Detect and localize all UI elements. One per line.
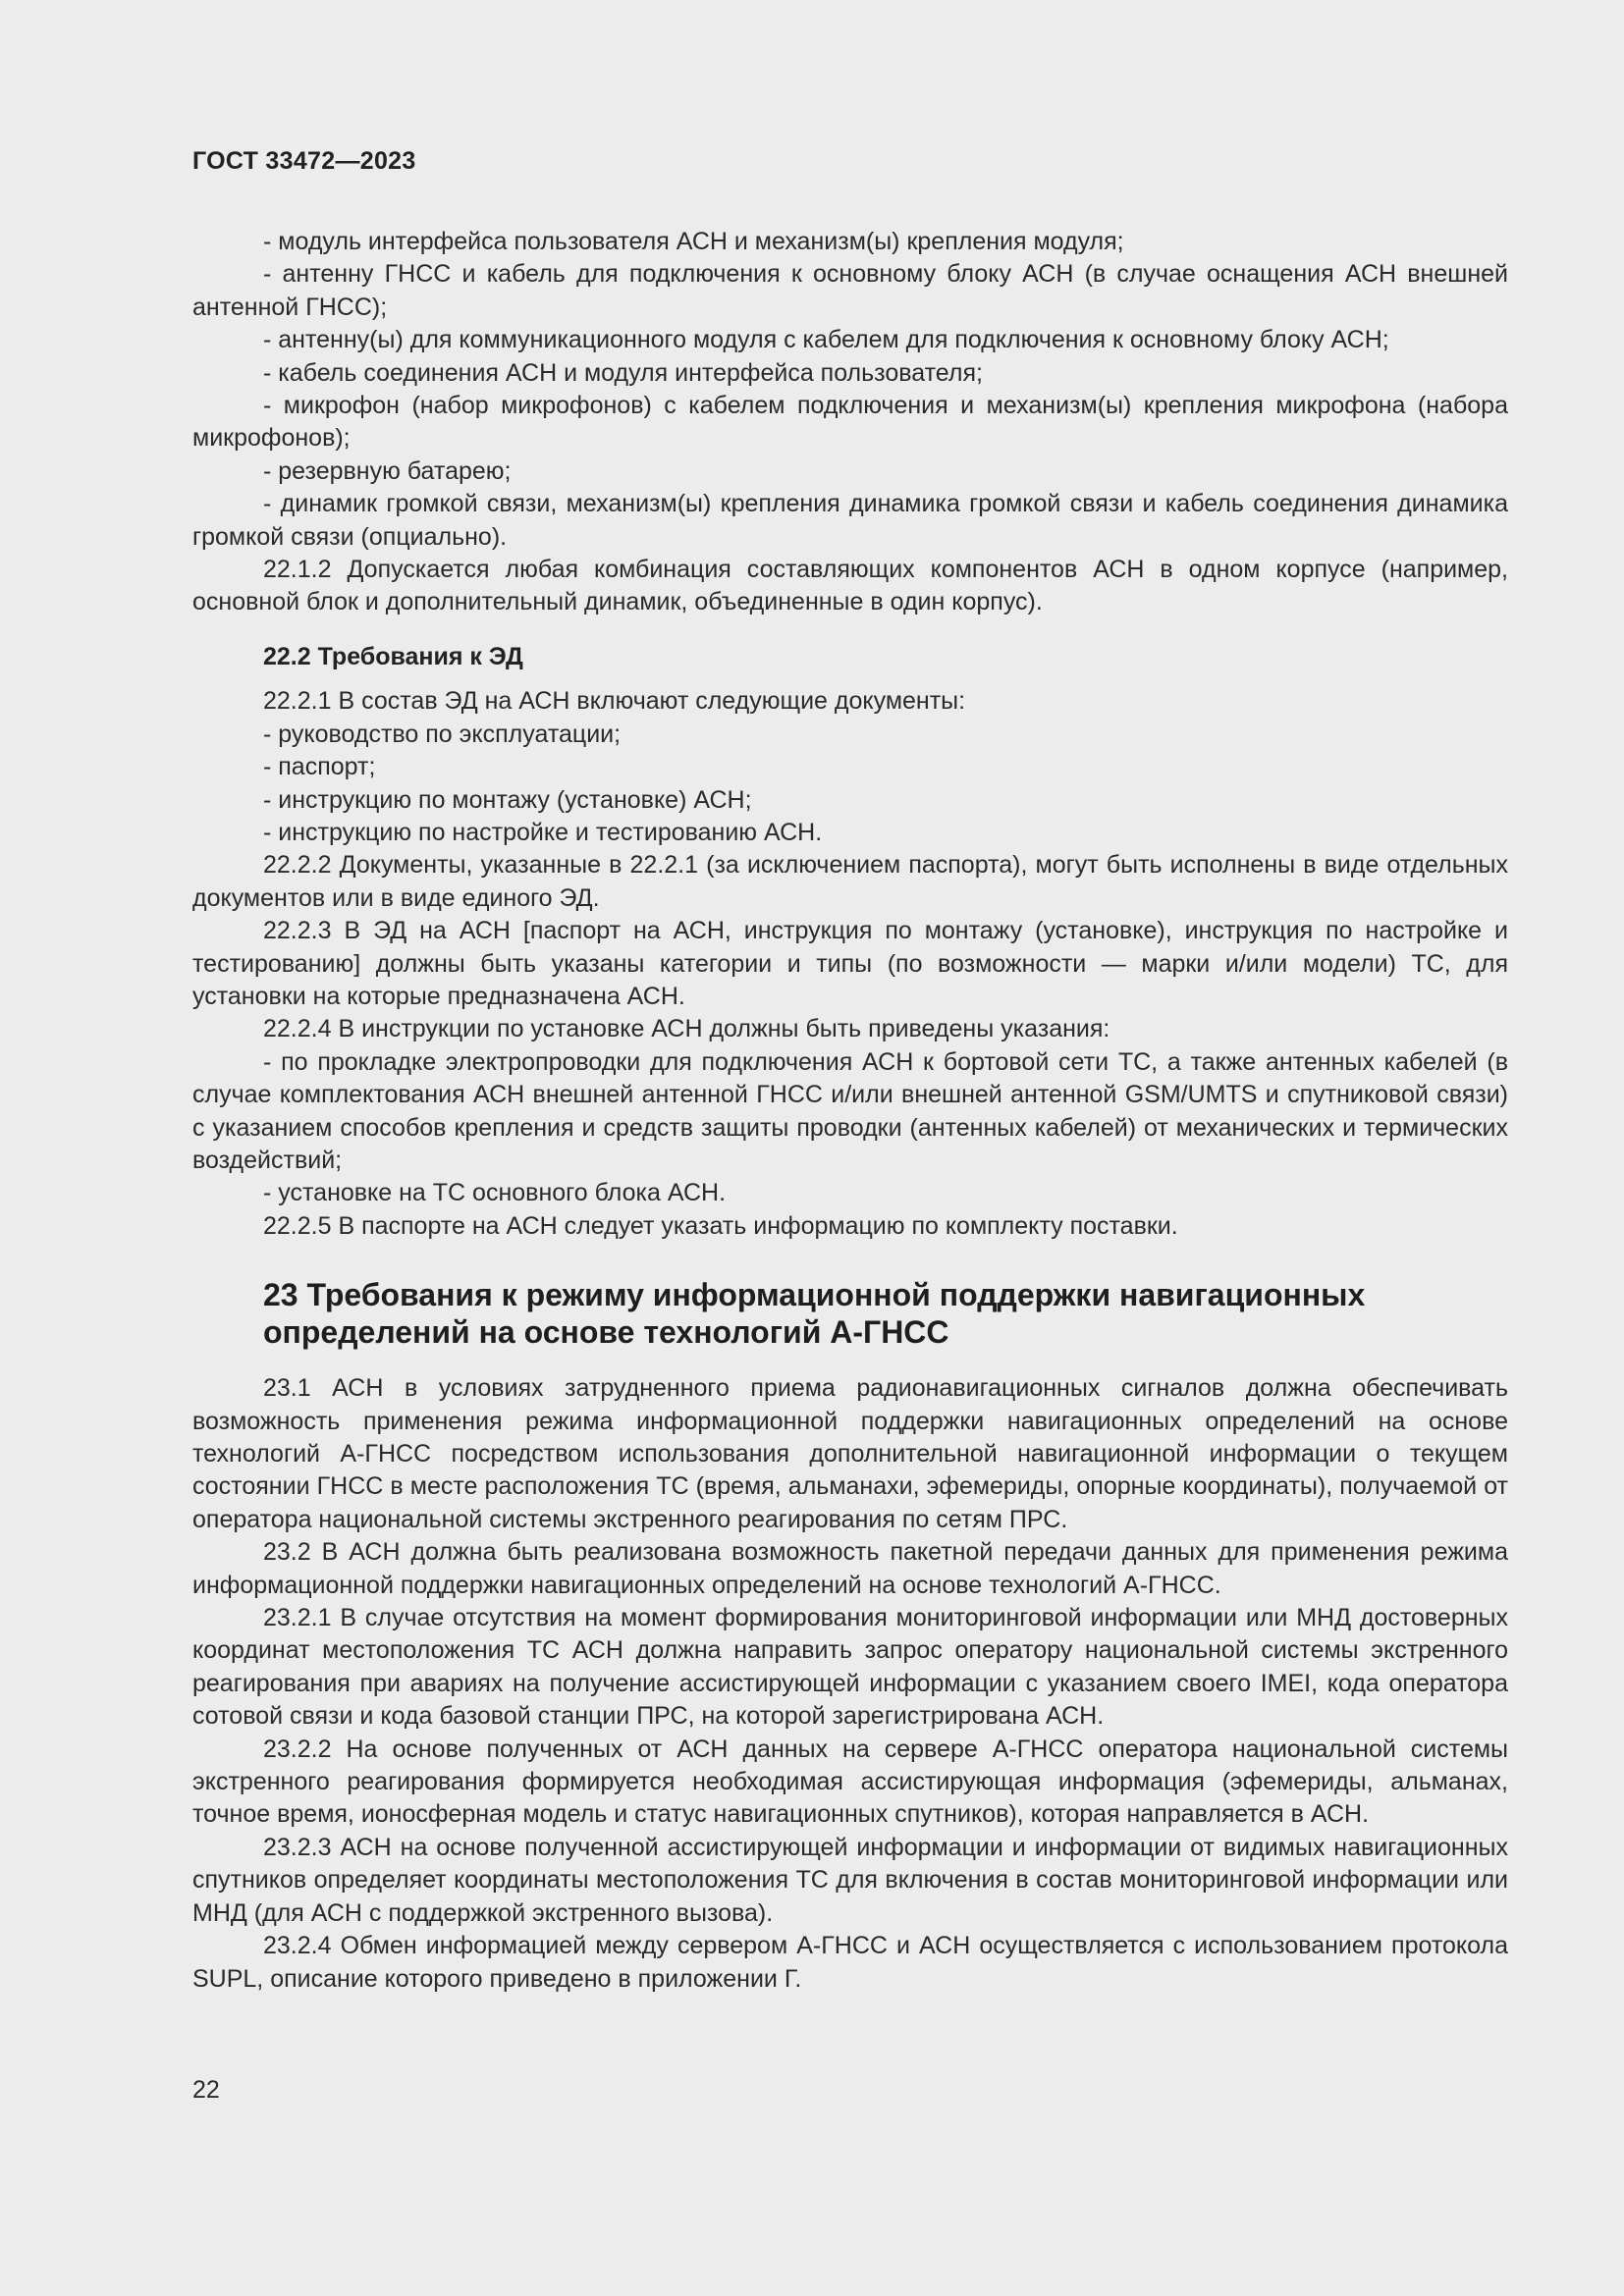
list-item: - микрофон (набор микрофонов) с кабелем подключения и механизм(ы) крепления микрофона (набора микрофонов); [192, 392, 1508, 453]
list-item: - модуль интерфейса пользователя АСН и механизм(ы) крепления модуля; [263, 228, 1124, 255]
list-item: - инструкцию по настройке и тестированию АСН. [263, 818, 823, 846]
list-item: - установке на ТС основного блока АСН. [263, 1179, 727, 1207]
paragraph-22-2-3: 22.2.3 В ЭД на АСН [паспорт на АСН, инструкция по монтажу (установке), инструкция по настройке и тестированию] должны быть указаны категории и типы (по возможности — марки и/или модели) ТС, для установки на которые предназначена АСН. [192, 917, 1508, 1010]
paragraph-23-2: 23.2 В АСН должна быть реализована возможность пакетной передачи данных для применения режима информационной поддержки навигационных определений на основе технологий А-ГНСС. [192, 1538, 1508, 1599]
list-item: - по прокладке электропроводки для подключения АСН к бортовой сети ТС, а также антенных кабелей (в случае комплектования АСН внешней антенной ГНСС и/или внешней антенной GSM/UMTS и спутниковой связи) с указанием способов крепления и средств защиты проводки (антенных кабелей) от механических и термических воздействий; [192, 1047, 1508, 1174]
paragraph-23-2-2: 23.2.2 На основе полученных от АСН данных на сервере А-ГНСС оператора национальной системы экстренного реагирования формируется необходимая ассистирующая информация (эфемериды, альманах, точное время, ионосферная модель и статус навигационных спутников), которая направляется в АСН. [192, 1735, 1508, 1829]
list-item: - кабель соединения АСН и модуля интерфейса пользователя; [263, 358, 983, 387]
paragraph-23-2-1: 23.2.1 В случае отсутствия на момент формирования мониторинговой информации или МНД достоверных координат местоположения ТС АСН должна направить запрос оператору национальной системы экстренного реагирования при авариях на получение ассистирующей информации с указанием своего IMEI, кода оператора сотовой связи и кода базовой станции ПРС, на которой зарегистрирована АСН. [192, 1604, 1508, 1731]
paragraph-22-1-2: 22.1.2 Допускается любая комбинация составляющих компонентов АСН в одном корпусе (например, основной блок и дополнительный динамик, объединенные в один корпус). [192, 556, 1508, 616]
page-number: 22 [192, 2076, 220, 2104]
list-item: - паспорт; [263, 753, 376, 781]
paragraph-22-2-2: 22.2.2 Документы, указанные в 22.2.1 (за исключением паспорта), могут быть исполнены в виде отдельных документов или в виде единого ЭД. [192, 851, 1508, 912]
list-item: - динамик громкой связи, механизм(ы) крепления динамика громкой связи и кабель соединения динамика громкой связи (опциально). [192, 490, 1508, 551]
document-body [192, 226, 1508, 1996]
list-item: - антенну(ы) для коммуникационного модуля с кабелем для подключения к основному блоку АСН; [263, 326, 1389, 354]
paragraph-23-2-3: 23.2.3 АСН на основе полученной ассистирующей информации и информации от видимых навигационных спутников определяет координаты местоположения ТС для включения в состав мониторинговой информации или МНД (для АСН с поддержкой экстренного вызова). [192, 1833, 1508, 1927]
document-code-header: ГОСТ 33472—2023 [192, 147, 416, 175]
list-item: - антенну ГНСС и кабель для подключения к основному блоку АСН (в случае оснащения АСН внешней антенной ГНСС); [192, 260, 1508, 321]
paragraph-22-2-1: 22.2.1 В состав ЭД на АСН включают следующие документы: [263, 687, 966, 716]
paragraph-23-1: 23.1 АСН в условиях затрудненного приема радионавигационных сигналов должна обеспечивать возможность применения режима информационной поддержки навигационных определений на основе технологий А-ГНСС посредством использования дополнительной навигационной информации о текущем состоянии ГНСС в месте расположения ТС (время, альманахи, эфемериды, опорные координаты), получаемой от оператора национальной системы экстренного реагирования по сетям ПРС. [192, 1374, 1508, 1533]
document-page [192, 0, 1508, 2296]
list-item: - резервную батарею; [263, 456, 512, 485]
paragraph-23-2-4: 23.2.4 Обмен информацией между сервером А-ГНСС и АСН осуществляется с использованием протокола SUPL, описание которого приведено в приложении Г. [192, 1932, 1508, 1993]
list-item: - инструкцию по монтажу (установке) АСН; [263, 785, 752, 814]
paragraph-22-2-5: 22.2.5 В паспорте на АСН следует указать информацию по комплекту поставки. [263, 1211, 1178, 1240]
section-heading-23: 23 Требования к режиму информационной поддержки навигационных определений на основе технологий А-ГНСС [263, 1277, 1366, 1351]
list-item: - руководство по эксплуатации; [263, 720, 622, 748]
subsection-heading-22-2: 22.2 Требования к ЭД [263, 642, 523, 670]
paragraph-22-2-4: 22.2.4 В инструкции по установке АСН должны быть приведены указания: [263, 1015, 1110, 1043]
